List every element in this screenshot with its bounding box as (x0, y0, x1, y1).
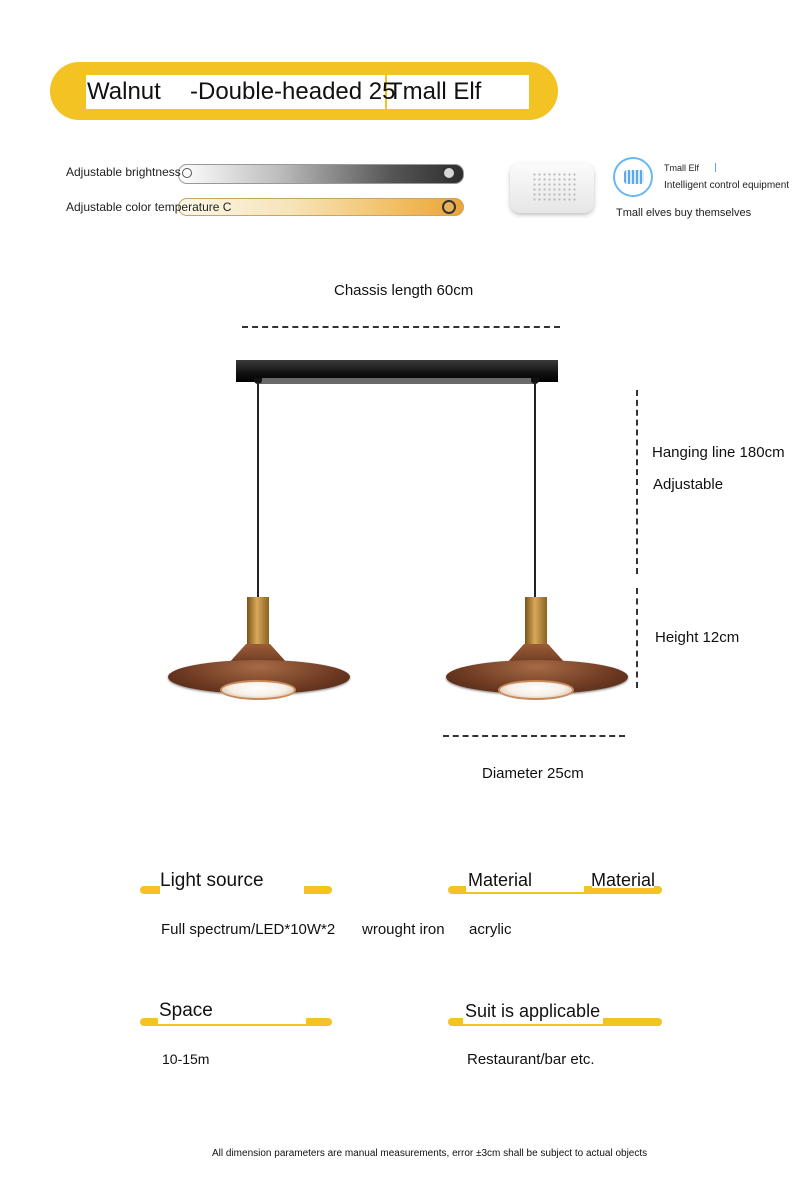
suit-value: Restaurant/bar etc. (467, 1051, 595, 1068)
chassis-length-label: Chassis length 60cm (334, 282, 474, 299)
left-hanging-wire (257, 382, 259, 598)
color-temperature-knob[interactable] (442, 200, 456, 214)
tmall-caption: Tmall elves buy themselves (616, 207, 752, 219)
material-title-2: Material (591, 870, 656, 890)
brightness-label: Adjustable brightness (66, 165, 181, 179)
header-title-variant: -Double-headed 25 (190, 78, 396, 105)
space-value: 10-15m (162, 1051, 210, 1067)
space-title: Space (159, 1000, 213, 1021)
diameter-dimension-line (443, 735, 625, 737)
light-source-value: Full spectrum/LED*10W*2 (161, 921, 336, 938)
suit-title: Suit is applicable (465, 1001, 601, 1021)
material-title-1: Material (468, 870, 533, 890)
material-value-iron: wrought iron (362, 921, 445, 938)
right-brass-holder (525, 597, 547, 649)
brightness-slider[interactable] (178, 164, 464, 184)
header-title-walnut: Walnut (87, 78, 161, 105)
header-title-tmall: Tmall Elf (388, 78, 482, 105)
brightness-max-knob[interactable] (442, 166, 456, 180)
chassis-dimension-line (242, 326, 560, 328)
adjustable-label: Adjustable (653, 476, 724, 493)
brightness-min-knob[interactable] (182, 168, 192, 178)
tmall-logo-mark (624, 170, 644, 184)
height-label: Height 12cm (655, 629, 740, 646)
color-temperature-label: Adjustable color temperature C (66, 200, 232, 214)
right-hanging-wire (534, 382, 536, 598)
right-light-diffuser (498, 680, 574, 700)
material-value-acrylic: acrylic (469, 921, 512, 938)
left-light-diffuser (220, 680, 296, 700)
footnote-disclaimer: All dimension parameters are manual measurements, error ±3cm shall be subject to actual objects (212, 1148, 648, 1159)
left-brass-holder (247, 597, 269, 649)
tmall-description: Intelligent control equipment (664, 180, 790, 191)
text-cursor-mark (715, 163, 716, 172)
diameter-label: Diameter 25cm (482, 765, 584, 782)
lamp-chassis-base (260, 378, 534, 384)
tmall-name: Tmall Elf (664, 163, 700, 173)
speaker-grill (532, 172, 578, 202)
hanging-line-dimension (636, 390, 638, 574)
light-source-title: Light source (160, 870, 264, 891)
height-dimension-line (636, 588, 638, 688)
hanging-line-label: Hanging line 180cm (652, 444, 785, 461)
